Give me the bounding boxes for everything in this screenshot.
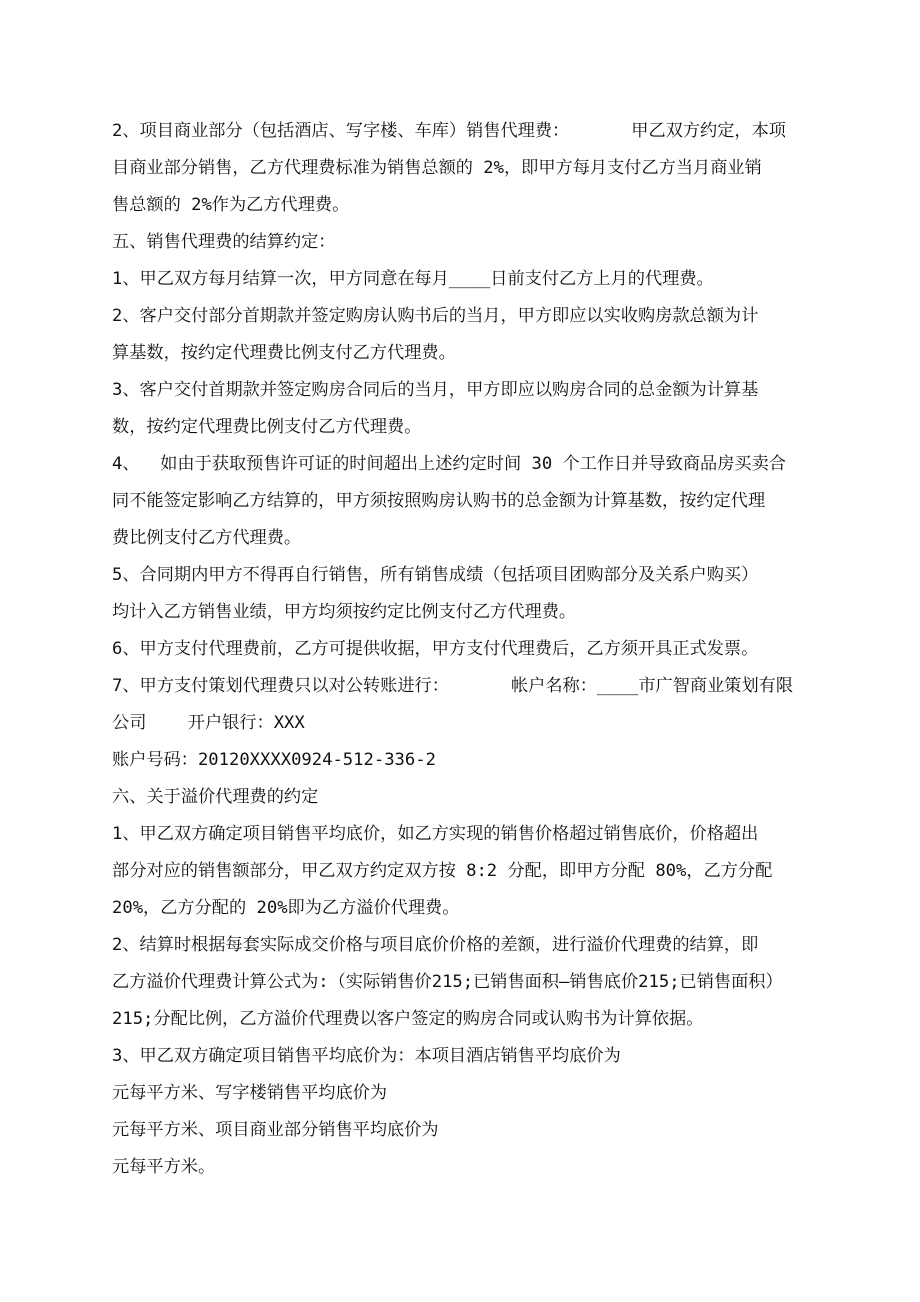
paragraph-p5	[112, 372, 812, 446]
text-line: 目商业部分销售，乙方代理费标准为销售总额的 2%，即甲方每月支付乙方当月商业销	[112, 158, 762, 178]
text-line: 五、销售代理费的结算约定：	[112, 232, 336, 252]
text-line: 2、客户交付部分首期款并签定购房认购书后的当月，甲方即应以实收购房款总额为计	[112, 306, 759, 326]
paragraph-p6	[112, 446, 812, 557]
text-line: 账户号码：20120XXXX0924-512-336-2	[112, 750, 436, 770]
text-line: 20%，乙方分配的 20%即为乙方溢价代理费。	[112, 898, 460, 918]
text-line: 均计入乙方销售业绩，甲方均须按约定比例支付乙方代理费。	[112, 602, 577, 622]
text-line: 2、项目商业部分（包括酒店、写字楼、车库）销售代理费： 甲乙双方约定，本项	[112, 121, 786, 141]
paragraph-p14	[112, 1038, 812, 1186]
text-line: 1、甲乙双方每月结算一次，甲方同意在每月____日前支付乙方上月的代理费。	[112, 269, 714, 289]
text-line: 乙方溢价代理费计算公式为:（实际销售价215;已销售面积—销售底价215;已销售面积）	[112, 972, 783, 992]
text-line: 六、关于溢价代理费的约定	[112, 787, 319, 807]
text-line: 7、甲方支付策划代理费只以对公转账进行： 帐户名称：____市广智商业策划有限	[112, 676, 794, 696]
text-line: 元每平方米。	[112, 1157, 216, 1177]
text-line: 公司 开户银行：XXX	[112, 713, 305, 733]
paragraph-p4	[112, 298, 812, 372]
text-line: 数，按约定代理费比例支付乙方代理费。	[112, 417, 422, 437]
paragraph-p10	[112, 742, 812, 779]
text-line: 5、合同期内甲方不得再自行销售，所有销售成绩（包括项目团购部分及关系户购买）	[112, 565, 759, 585]
text-line: 部分对应的销售额部分，甲乙双方约定双方按 8:2 分配，即甲方分配 80%，乙方分配	[112, 861, 773, 881]
document-body	[112, 113, 812, 1186]
paragraph-p1	[112, 113, 812, 224]
paragraph-p3	[112, 261, 812, 298]
text-line: 元每平方米、写字楼销售平均底价为	[112, 1083, 388, 1103]
paragraph-p8	[112, 631, 812, 668]
text-line: 费比例支付乙方代理费。	[112, 528, 302, 548]
text-line: 3、客户交付首期款并签定购房合同后的当月，甲方即应以购房合同的总金额为计算基	[112, 380, 759, 400]
text-line: 元每平方米、项目商业部分销售平均底价为	[112, 1120, 439, 1140]
paragraph-p9	[112, 668, 812, 742]
text-line: 算基数，按约定代理费比例支付乙方代理费。	[112, 343, 456, 363]
paragraph-p11	[112, 779, 812, 816]
text-line: 售总额的 2%作为乙方代理费。	[112, 195, 350, 215]
paragraph-p7	[112, 557, 812, 631]
paragraph-p13	[112, 927, 812, 1038]
text-line: 215;分配比例，乙方溢价代理费以客户签定的购房合同或认购书为计算依据。	[112, 1009, 704, 1029]
text-line: 同不能签定影响乙方结算的，甲方须按照购房认购书的总金额为计算基数，按约定代理	[112, 491, 766, 511]
text-line: 3、甲乙双方确定项目销售平均底价为：本项目酒店销售平均底价为	[112, 1046, 621, 1066]
text-line: 6、甲方支付代理费前，乙方可提供收据，甲方支付代理费后，乙方须开具正式发票。	[112, 639, 759, 659]
text-line: 1、甲乙双方确定项目销售平均底价，如乙方实现的销售价格超过销售底价，价格超出	[112, 824, 759, 844]
text-line: 2、结算时根据每套实际成交价格与项目底价价格的差额，进行溢价代理费的结算，即	[112, 935, 759, 955]
paragraph-p2	[112, 224, 812, 261]
text-line: 4、 如由于获取预售许可证的时间超出上述约定时间 30 个工作日并导致商品房买卖合	[112, 454, 786, 474]
paragraph-p12	[112, 816, 812, 927]
